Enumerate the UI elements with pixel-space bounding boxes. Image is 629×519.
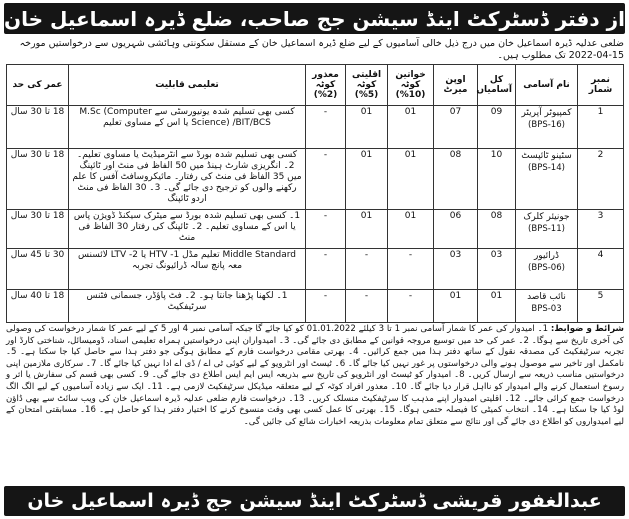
cell-total: 03 <box>478 249 516 290</box>
cell-post <box>516 149 578 210</box>
intro-text: ضلعی عدلیہ ڈیرہ اسماعیل خان میں درج ذیل خالی آسامیوں کے لیے ضلع ڈیرہ اسماعیل خان کے مستقل سکونتی وہائشی شہریوں سے درخواستیں مورخہ 15-04-2022 تک مطلوب ہیں۔ <box>19 38 624 61</box>
cell-age: 30 تا 45 سال <box>7 249 69 290</box>
cell-total: 09 <box>478 106 516 149</box>
table-row <box>7 106 624 149</box>
cell-total: 10 <box>478 149 516 210</box>
cell-no: 4 <box>578 249 624 290</box>
cell-total: 08 <box>478 210 516 249</box>
post-name: جونیئر کلرک <box>523 212 570 222</box>
cell-women: 01 <box>388 106 434 149</box>
cell-no: 3 <box>578 210 624 249</box>
col-header: عمر کی حد <box>7 65 69 106</box>
cell-post <box>516 106 578 149</box>
col-header: تعلیمی قابلیت <box>69 65 306 106</box>
cell-minority: - <box>346 290 388 323</box>
cell-minority: 01 <box>346 106 388 149</box>
table-row <box>7 149 624 210</box>
cell-open: 03 <box>434 249 478 290</box>
cell-women: 01 <box>388 210 434 249</box>
vacancy-table <box>6 64 624 323</box>
cell-age: 18 تا 30 سال <box>7 149 69 210</box>
cell-qualification: کسی بھی تسلیم شدہ بورڈ سے انٹرمیڈیٹ یا مساوی تعلیم۔ 2۔ انگریزی شارٹ ہینڈ میں 50 الفاظ فی منٹ اور ٹائپنگ میں 35 الفاظ فی منٹ کی رفتار۔ مائیکروسافٹ آفس کا علم رکھنے والوں کو ترجیح دی جائے گی۔ 3۔ 30 الفاظ فی منٹ اردو ٹائپنگ <box>69 149 306 210</box>
table-row <box>7 210 624 249</box>
cell-qualification: کسی بھی تسلیم شدہ یونیورسٹی سے M.Sc (Computer Science) /BIT/BCS یا اس کے مساوی تعلیم <box>69 106 306 149</box>
cell-post <box>516 249 578 290</box>
cell-post <box>516 210 578 249</box>
cell-disabled: - <box>306 249 346 290</box>
cell-qualification: 1۔ کسی بھی تسلیم شدہ بورڈ سے میٹرک سیکنڈ ڈویژن پاس یا اس کے مساوی تعلیم۔ 2۔ ٹائپنگ کی رفتار 30 الفاظ فی منٹ <box>69 210 306 249</box>
cell-open: 08 <box>434 149 478 210</box>
table-header-row <box>7 65 624 106</box>
col-header: نام آسامی <box>516 65 578 106</box>
signature-footer: عبدالغفور قریشی ڈسٹرکٹ اینڈ سیشن جج ڈیرہ اسماعیل خان <box>4 486 625 516</box>
cell-qualification: 1۔ لکھنا پڑھنا جانتا ہو۔ 2۔ فٹ پاؤڈر، جسمانی فٹنس سرٹیفکیٹ <box>69 290 306 323</box>
col-header: معذور کوٹہ (2%) <box>306 65 346 106</box>
cell-women: 01 <box>388 149 434 210</box>
cell-qualification: Middle Standard تعلیم مڈل 1- HTV یا 2- LTV لائسنس معہ پانچ سالہ ڈرائیونگ تجربہ <box>69 249 306 290</box>
cell-women: - <box>388 290 434 323</box>
col-header: نمبر شمار <box>578 65 624 106</box>
post-name: نائب قاصد <box>527 292 566 302</box>
cell-age: 18 تا 30 سال <box>7 210 69 249</box>
cell-total: 01 <box>478 290 516 323</box>
cell-minority: 01 <box>346 149 388 210</box>
col-header: اقلیتی کوٹہ (5%) <box>346 65 388 106</box>
post-bps: BPS-03 <box>531 304 562 314</box>
post-name: کمپیوٹر آپریٹر <box>521 108 572 118</box>
terms-and-conditions <box>6 324 624 428</box>
post-bps: (BPS-14) <box>528 163 565 173</box>
col-header: اوپن میرٹ <box>434 65 478 106</box>
post-bps: (BPS-16) <box>528 120 565 130</box>
cell-minority: - <box>346 249 388 290</box>
post-name: سٹینو ٹائپسٹ <box>521 151 572 161</box>
col-header: کل آسامیاں <box>478 65 516 106</box>
cell-post <box>516 290 578 323</box>
cell-disabled: - <box>306 210 346 249</box>
cell-minority: 01 <box>346 210 388 249</box>
col-header: خواتین کوٹہ (10%) <box>388 65 434 106</box>
cell-age: 18 تا 40 سال <box>7 290 69 323</box>
cell-women: - <box>388 249 434 290</box>
table-row <box>7 249 624 290</box>
terms-text: 1۔ امیدوار کی عمر کا شمار آسامی نمبر 1 تا 3 کیلئے 01.01.2022 کو کیا جائے گا جبکہ آسامی نمبر 4 اور 5 کے لیے عمر کا شمار درخواست کی وصولی کی آخری تاریخ سے ہوگا۔ 2۔ عمر کی حد میں توسیع مروجہ قوانین کے مطابق دی جائے گی۔ 3۔ امیدواران اپنی درخواستیں ہمراہ تعلیمی اسناد، ڈومیسائل، شناختی کارڈ اور تجربہ سرٹیفکیٹ کی مصدقہ نقول کے ساتھ دفتر ہذا میں جمع کرائیں۔ 4۔ بھرتی مقامی درخواست فارم کے مطابق ہوگی جو دفتر ہذا سے حاصل کیا جا سکتا ہے۔ 5۔ نامکمل اور تاخیر سے موصول ہونے والی درخواستوں پر غور نہیں کیا جائے گا۔ 6۔ ٹیسٹ اور انٹرویو کے لیے کوئی ٹی اے / ڈی اے ادا نہیں کیا جائے گا۔ 7۔ سرکاری ملازمین اپنی درخواستیں مناسب ذریعہ سے ارسال کریں۔ 8۔ امیدوار کو ٹیسٹ اور انٹرویو کی تاریخ سے بذریعہ ایس ایم ایس اطلاع دی جائے گی۔ 9۔ کسی بھی قسم کی سفارش یا اثر و رسوخ استعمال کرنے والے امیدوار کو نااہل قرار دیا جائے گا۔ 10۔ معذور افراد کوٹہ کے لیے متعلقہ میڈیکل سرٹیفکیٹ لازمی ہے۔ 11۔ ایک سے زیادہ آسامیوں کے لیے الگ الگ درخواست جمع کرائی جائے۔ 12۔ اقلیتی امیدوار اپنے مذہب کا سرٹیفکیٹ منسلک کریں۔ 13۔ درخواست فارم ضلعی عدلیہ ڈیرہ اسماعیل خان کی ویب سائٹ سے بھی ڈاؤن لوڈ کیا جا سکتا ہے۔ 14۔ انتخاب کمیٹی کا فیصلہ حتمی ہوگا۔ 15۔ بھرتی کا عمل کسی بھی وقت منسوخ کرنے کا اختیار دفتر ہذا کو حاصل ہے۔ 16۔ مسابقتی امتحان کے لیے امیدواروں کو اطلاع دی جائے گی اور نتائج سے متعلق تمام معلومات بذریعہ اخبارات شائع کی جائیں گی۔ <box>6 324 625 427</box>
post-name: ڈرائیور <box>533 251 560 261</box>
post-bps: (BPS-11) <box>528 224 565 234</box>
cell-open: 06 <box>434 210 478 249</box>
terms-title: شرائط و ضوابط: <box>550 324 625 334</box>
cell-disabled: - <box>306 106 346 149</box>
cell-disabled: - <box>306 290 346 323</box>
cell-no: 1 <box>578 106 624 149</box>
table-row <box>7 290 624 323</box>
cell-open: 07 <box>434 106 478 149</box>
cell-open: 01 <box>434 290 478 323</box>
cell-no: 2 <box>578 149 624 210</box>
cell-age: 18 تا 30 سال <box>7 106 69 149</box>
cell-disabled: - <box>306 149 346 210</box>
post-bps: (BPS-06) <box>528 263 565 273</box>
cell-no: 5 <box>578 290 624 323</box>
page-title: از دفتر ڈسٹرکٹ اینڈ سیشن جج صاحب، ضلع ڈیرہ اسماعیل خان <box>4 3 625 34</box>
